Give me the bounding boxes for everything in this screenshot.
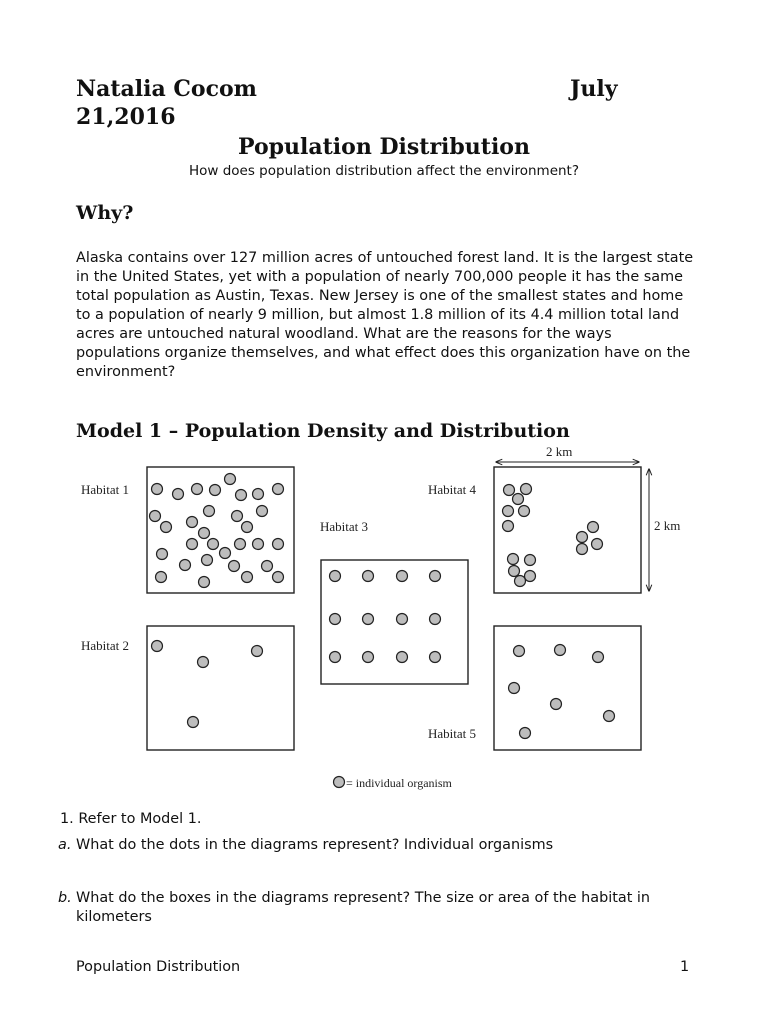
page-number: 1	[680, 959, 690, 975]
organism-dot	[252, 646, 263, 657]
organism-dot	[236, 490, 247, 501]
question-b-text: What do the boxes in the diagrams represent? The size or area of the habitat in kilometers	[76, 890, 651, 925]
organism-dot	[273, 539, 284, 550]
organism-dot	[198, 657, 209, 668]
organism-dot	[513, 494, 524, 505]
organism-dot	[363, 571, 374, 582]
organism-dot	[588, 522, 599, 533]
organism-dot	[273, 572, 284, 583]
model-heading: Model 1 – Population Density and Distribution	[76, 420, 570, 442]
organism-dot	[180, 560, 191, 571]
organism-dot	[242, 572, 253, 583]
habitat-5-label: Habitat 5	[428, 726, 477, 741]
habitat-2-box	[147, 626, 294, 750]
organism-dot	[504, 485, 515, 496]
organism-dot	[509, 566, 520, 577]
organism-dot	[397, 571, 408, 582]
organism-dot	[199, 577, 210, 588]
organism-dot	[330, 614, 341, 625]
question-1-text: Refer to Model 1.	[78, 811, 202, 827]
organism-dot	[150, 511, 161, 522]
question-1	[60, 811, 201, 827]
organism-dot	[397, 614, 408, 625]
organism-dot	[430, 652, 441, 663]
height-dimension-label: 2 km	[654, 518, 681, 533]
question-a	[58, 837, 553, 853]
width-dimension-label: 2 km	[546, 444, 573, 459]
organism-dot	[156, 572, 167, 583]
legend-label: = individual organism	[346, 776, 452, 790]
organism-dot	[208, 539, 219, 550]
organism-dot	[199, 528, 210, 539]
organism-dot	[330, 652, 341, 663]
organism-dot	[509, 683, 520, 694]
organism-dot	[188, 717, 199, 728]
organism-dot	[173, 489, 184, 500]
organism-dot	[330, 571, 341, 582]
organism-dot	[577, 544, 588, 555]
question-a-text: What do the dots in the diagrams represent? Individual organisms	[76, 837, 554, 853]
organism-dot	[187, 539, 198, 550]
organism-dot	[187, 517, 198, 528]
organism-dot	[397, 652, 408, 663]
organism-dot	[262, 561, 273, 572]
organism-dot	[235, 539, 246, 550]
organism-dot	[515, 576, 526, 587]
organism-dot	[508, 554, 519, 565]
organism-dot	[202, 555, 213, 566]
organism-dot	[503, 506, 514, 517]
date-line-2: 21,2016	[76, 104, 176, 130]
question-a-letter: a.	[58, 837, 72, 853]
organism-dot	[273, 484, 284, 495]
organism-dot	[593, 652, 604, 663]
organism-dot	[592, 539, 603, 550]
organism-dot	[363, 614, 374, 625]
organism-dot	[363, 652, 374, 663]
habitat-4-label: Habitat 4	[428, 482, 477, 497]
why-heading: Why?	[76, 202, 134, 224]
organism-dot	[577, 532, 588, 543]
organism-dot	[220, 548, 231, 559]
organism-dot	[253, 489, 264, 500]
habitat-2-label: Habitat 2	[81, 638, 130, 653]
author-name: Natalia Cocom	[76, 76, 257, 102]
organism-dot	[604, 711, 615, 722]
habitat-3-label: Habitat 3	[320, 519, 369, 534]
organism-dot	[521, 484, 532, 495]
population-diagram	[0, 440, 768, 800]
organism-dot	[519, 506, 530, 517]
organism-dot	[503, 521, 514, 532]
page-title: Population Distribution	[238, 134, 530, 160]
organism-dot	[161, 522, 172, 533]
organism-dot	[210, 485, 221, 496]
page-subtitle: How does population distribution affect the environment?	[188, 163, 580, 179]
organism-dot	[232, 511, 243, 522]
legend-dot	[334, 777, 345, 788]
question-b	[58, 889, 718, 927]
organism-dot	[152, 484, 163, 495]
organism-dot	[551, 699, 562, 710]
date-line-1: July	[570, 76, 618, 102]
organism-dot	[204, 506, 215, 517]
organism-dot	[525, 571, 536, 582]
habitat-1-label: Habitat 1	[81, 482, 130, 497]
organism-dot	[520, 728, 531, 739]
question-b-letter: b.	[58, 890, 72, 906]
organism-dot	[555, 645, 566, 656]
organism-dot	[225, 474, 236, 485]
habitat-3-box	[321, 560, 468, 684]
question-1-number: 1.	[60, 811, 74, 827]
organism-dot	[514, 646, 525, 657]
organism-dot	[157, 549, 168, 560]
organism-dot	[257, 506, 268, 517]
organism-dot	[192, 484, 203, 495]
organism-dot	[229, 561, 240, 572]
organism-dot	[430, 614, 441, 625]
organism-dot	[253, 539, 264, 550]
organism-dot	[430, 571, 441, 582]
why-paragraph: Alaska contains over 127 million acres of untouched forest land. It is the largest state in the United States, yet with a population of nearly 700,000 people it has the same total population as Austin, Texas. New Jersey is one of the smallest states and home to a population of nearly 9 million, but almost 1.8 million of its 4.4 million total land acres are untouched natural woodland. What are the reasons for the ways populations organize themselves, and what effect does this organization have on the environment?	[76, 250, 694, 380]
footer-title: Population Distribution	[76, 959, 241, 975]
organism-dot	[525, 555, 536, 566]
organism-dot	[242, 522, 253, 533]
organism-dot	[152, 641, 163, 652]
